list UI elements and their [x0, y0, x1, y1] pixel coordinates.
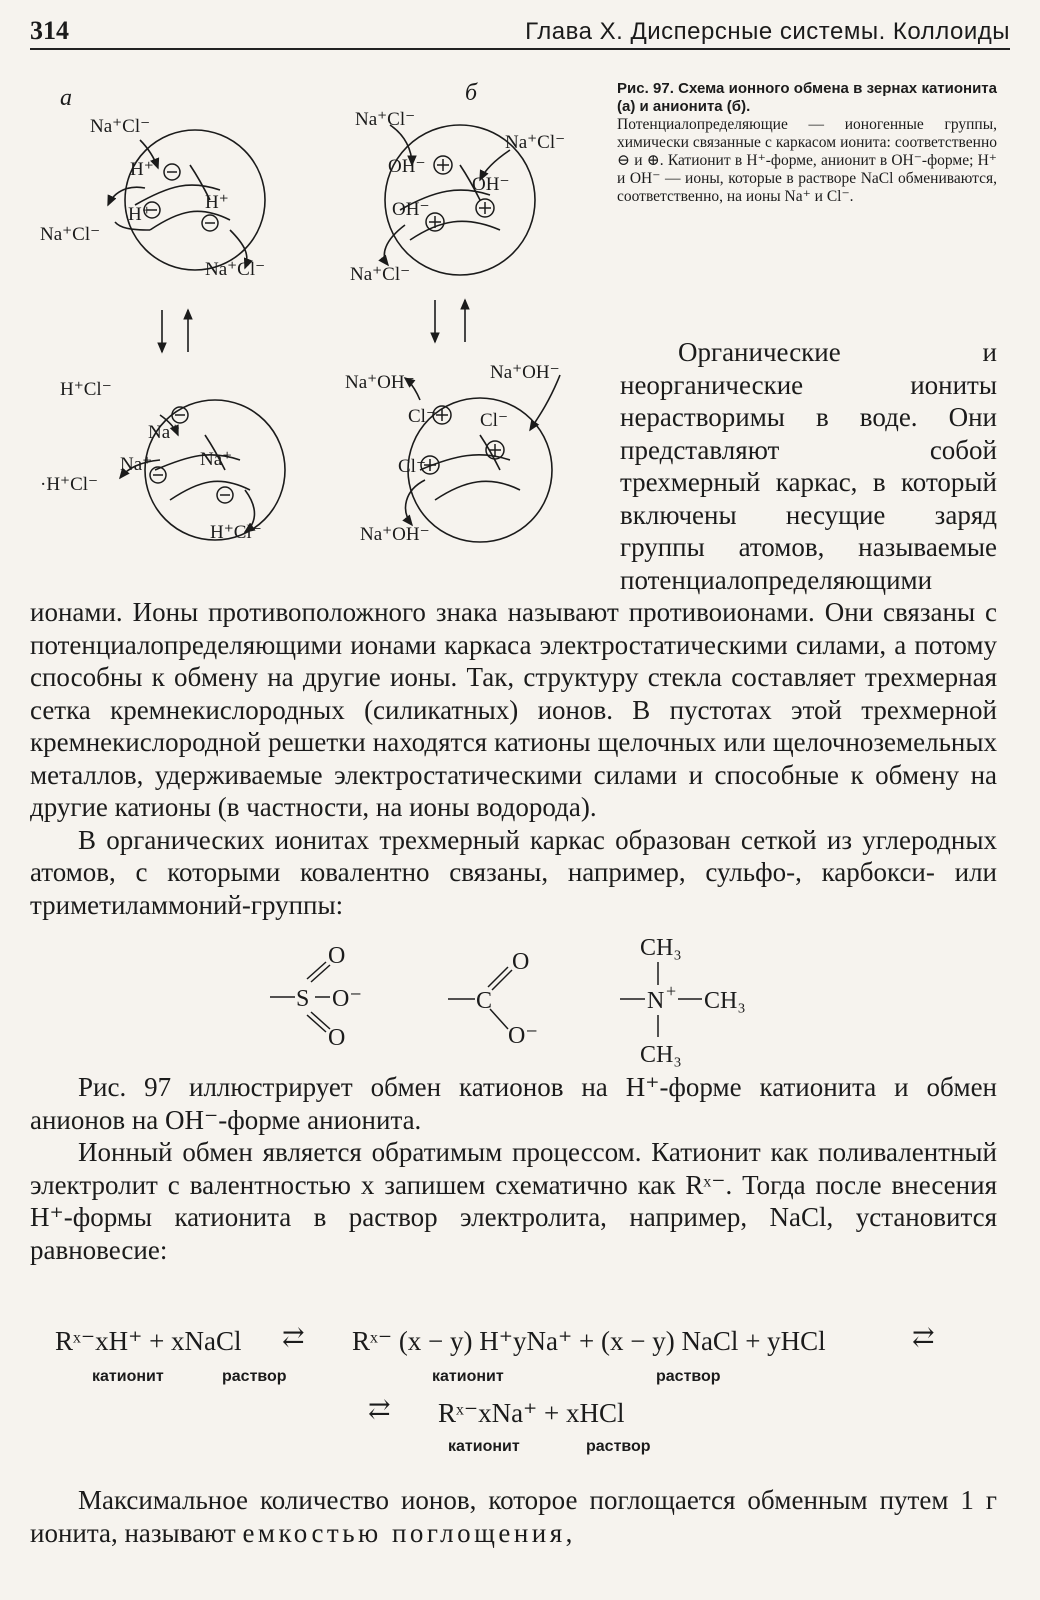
body-text-bottom — [30, 1484, 997, 1549]
counter-ion-label: Cl⁻ — [398, 456, 426, 477]
label-cationite: катионит — [448, 1438, 520, 1455]
counter-ion-label: Cl⁻ — [408, 406, 436, 427]
label-solution: раствор — [586, 1438, 651, 1455]
figure-caption — [617, 80, 997, 206]
atom-label: O — [512, 949, 530, 975]
label-solution: раствор — [656, 1368, 721, 1385]
ion-label: H⁺Cl⁻ — [60, 379, 112, 400]
page-header — [30, 14, 1010, 50]
ion-label: Na⁺OH⁻ — [490, 362, 560, 383]
atom-label: O⁻ — [508, 1023, 538, 1049]
eq-left: Rˣ⁻xH⁺ + xNaCl — [55, 1326, 242, 1356]
ion-label: Na⁺OH⁻ — [345, 372, 415, 393]
paragraph: Рис. 97 иллюстрирует обмен катионов на H⁺-форме катионита и обмен анионов на OH⁻-форме анионита. — [30, 1072, 997, 1135]
ion-label: Na⁺Cl⁻ — [205, 259, 266, 280]
counter-ion-label: OH⁻ — [472, 174, 510, 195]
atom-label: CH₃ — [640, 935, 682, 961]
counter-ion-label: Na⁺ — [200, 449, 233, 470]
counter-ion-label: H⁺ — [130, 159, 154, 180]
body-text — [30, 336, 997, 1266]
atom-label: O⁻ — [332, 986, 362, 1012]
ion-label: Na⁺Cl⁻ — [350, 264, 411, 285]
counter-ion-label: OH⁻ — [388, 156, 426, 177]
paragraph: Органические и неорганические иониты нерастворимы в воде. Они представляют собой трехмерный каркас, в который включены несущие заряд группы атомов, называемые потенциалопределяющими ионами. Ионы противоположного знака называют противоионами. Они связаны с потенциалопределяющими ионами каркаса электростатическими силами, а потому способны к обмену на другие ионы. Так, структуру стекла составляет трехмерная сетка кремнекислородных (силикатных) ионов. В пустотах этой трехмерной кремнекислородной решетки находятся катионы щелочных или щелочноземельных металлов, удерживаемые электростатическими силами и способные к обмену на другие катионы (в частности, на ионы водорода). — [30, 337, 997, 822]
counter-ion-label: Cl⁻ — [480, 410, 508, 431]
counter-ion-label: H⁺ — [128, 204, 152, 225]
functional-groups — [30, 927, 997, 1067]
atom-label: N — [647, 988, 665, 1014]
equilibrium-equation — [0, 1322, 1040, 1462]
paragraph-text: Максимальное количество ионов, которое поглощается обменным путем 1 г ионита, называют — [30, 1485, 997, 1548]
page-number: 314 — [30, 16, 69, 45]
eq-middle: Rˣ⁻ (x − y) H⁺yNa⁺ + (x − y) NaCl + yHCl — [352, 1326, 826, 1356]
counter-ion-label: H⁺ — [205, 192, 229, 213]
counter-ion-label: OH⁻ — [392, 199, 430, 220]
panel-label-a: а — [60, 85, 72, 111]
label-cationite: катионит — [92, 1368, 164, 1385]
ion-label: Na⁺Cl⁻ — [40, 224, 101, 245]
paragraph: В органических ионитах трехмерный каркас образован сеткой из углеродных атомов, с которыми ковалентно связаны, например, сульфо-, карбокси- или триметиламмоний-группы: — [30, 824, 997, 920]
running-head: Глава X. Дисперсные системы. Коллоиды — [525, 18, 1010, 45]
ion-label: Na⁺Cl⁻ — [505, 132, 566, 153]
atom-label: O — [328, 1025, 346, 1051]
ion-label: Na⁺OH⁻ — [360, 524, 430, 545]
label-solution: раствор — [222, 1368, 287, 1385]
panel-label-b: б — [465, 80, 478, 106]
ion-label: ·H⁺Cl⁻ — [40, 474, 99, 495]
charge-label: + — [666, 981, 677, 1001]
eq-right: Rˣ⁻xNa⁺ + xHCl — [438, 1398, 625, 1428]
equilibrium-arrow-icon: ⇄ — [368, 1394, 391, 1424]
figure-float-space — [30, 336, 620, 579]
ion-label: Na⁺Cl⁻ — [90, 116, 151, 137]
atom-label: CH₃ — [704, 988, 746, 1014]
equilibrium-arrow-icon: ⇄ — [282, 1322, 305, 1352]
atom-label: S — [296, 986, 310, 1012]
caption-title: Рис. 97. Схема ионного обмена в зернах катионита (а) и анионита (б). — [617, 80, 997, 115]
ion-label: Na⁺Cl⁻ — [355, 109, 416, 130]
counter-ion-label: Na⁺ — [148, 422, 181, 443]
atom-label: C — [476, 988, 493, 1014]
counter-ion-label: Na⁺ — [120, 454, 153, 475]
equilibrium-arrow-icon: ⇄ — [912, 1322, 935, 1352]
atom-label: O — [328, 943, 346, 969]
paragraph — [30, 1484, 997, 1549]
atom-label: CH₃ — [640, 1042, 682, 1067]
label-cationite: катионит — [432, 1368, 504, 1385]
ion-label: H⁺Cl⁻ — [210, 522, 262, 543]
paragraph: Ионный обмен является обратимым процессом. Катионит как поливалентный электролит с валентностью x запишем схематично как Rˣ⁻. Тогда после внесения H⁺-формы катионита в раствор электролита, например, NaCl, установится равновесие: — [30, 1137, 997, 1265]
term-emphasis: емкостью поглощения, — [242, 1517, 576, 1548]
caption-text: Потенциалопределяющие — ионогенные группы, химически связанные с каркасом ионита: соответственно ⊖ и ⊕. Катионит в H⁺-форме, анионит в OH⁻-форме; H⁺ и OH⁻ — ионы, которые в растворе NaCl обмениваются, соответственно, на ионы Na⁺ и Cl⁻. — [617, 116, 997, 205]
